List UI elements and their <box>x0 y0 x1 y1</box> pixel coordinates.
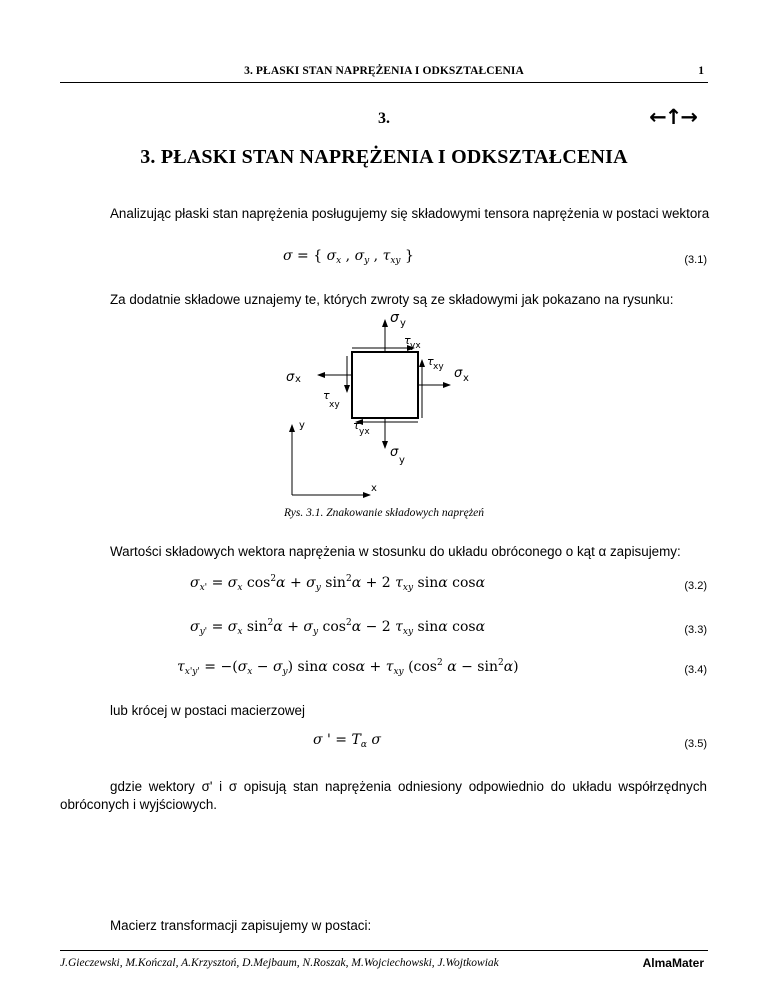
label-sigma-y-top: σ <box>390 310 399 326</box>
label-tau-yx-top: τ <box>404 334 411 347</box>
label-tau-xy-left-sub: xy <box>329 400 340 410</box>
paragraph-vectors-line1: gdzie wektory σ' i σ opisują stan naprężenia odniesiony odpowiednio do układu współrzędnych <box>110 779 707 794</box>
equation-number-3-3: (3.3) <box>684 624 707 636</box>
up-arrow-icon[interactable]: ↑ <box>664 105 681 129</box>
equation-number-3-1: (3.1) <box>684 254 707 266</box>
paragraph-sign-convention: Za dodatnie składowe uznajemy te, których zwroty są ze składowymi jak pokazano na rysunku: <box>110 292 674 307</box>
equation-3-4: $\tau_{x'y'} = -(\sigma_x - \sigma_y)$ sinα $\cos\alpha + \tau_{xy}$ ($\cos^2$ $\alpha - \sin^2\alpha$) <box>177 658 519 677</box>
paragraph-transformation-matrix: Macierz transformacji zapisujemy w postaci: <box>110 918 372 933</box>
running-header <box>60 58 708 83</box>
figure-caption: Rys. 3.1. Znakowanie składowych naprężeń <box>283 507 485 519</box>
element-square <box>352 352 418 418</box>
equation-3-5: σ ' = $T_\alpha$ σ <box>313 732 381 750</box>
label-tau-xy-right: τ <box>427 355 434 368</box>
equation-number-3-2: (3.2) <box>684 580 707 592</box>
prev-arrow-icon[interactable]: ← <box>649 105 665 129</box>
paragraph-rotated-components: Wartości składowych wektora naprężenia w stosunku do układu obróconego o kąt α zapisujemy: <box>110 544 681 559</box>
label-sigma-y-bottom-sub: y <box>399 455 405 466</box>
label-tau-yx-bottom: τ <box>353 419 360 432</box>
label-tau-yx-top-sub: yx <box>410 341 421 351</box>
chapter-title: 3. PŁASKI STAN NAPRĘŻENIA I ODKSZTAŁCENIA <box>140 146 628 168</box>
chapter-number: 3. <box>378 110 390 127</box>
label-sigma-y-top-sub: y <box>400 318 406 329</box>
next-arrow-icon[interactable]: → <box>680 105 696 129</box>
paragraph-intro: Analizując płaski stan naprężenia posługujemy się składowymi tensora naprężenia w postaci wektora <box>110 206 710 221</box>
label-tau-xy-right-sub: xy <box>433 362 444 372</box>
paragraph-matrix-form: lub krócej w postaci macierzowej <box>110 703 305 718</box>
footer-authors: J.Gieczewski, M.Kończal, A.Krzysztoń, D.Mejbaum, N.Roszak, M.Wojciechowski, J.Wojtkowiak <box>60 957 499 969</box>
equation-number-3-4: (3.4) <box>684 664 707 676</box>
page-footer <box>60 950 708 981</box>
label-tau-yx-bottom-sub: yx <box>359 427 370 437</box>
page-number: 1 <box>698 65 704 77</box>
label-sigma-x-left-sub: x <box>295 374 301 385</box>
label-sigma-x-left: σ <box>286 370 295 385</box>
equation-3-2: $\sigma_{x'} = \sigma_x$ $\cos^2\alpha + \sigma_y$ $\sin^2\alpha + 2$ $\tau_{xy}$ sinα cosα <box>190 574 486 593</box>
label-tau-xy-left: τ <box>323 389 330 402</box>
equation-3-1: σ = { $\sigma_x$ , $\sigma_y$ , $\tau_{xy}$ } <box>283 248 414 266</box>
navigation-arrows <box>649 105 696 129</box>
equation-3-3: $\sigma_{y'} = \sigma_x$ $\sin^2\alpha + \sigma_y$ $\cos^2\alpha - 2$ $\tau_{xy}$ sinα cosα <box>190 618 486 637</box>
label-sigma-x-right-sub: x <box>463 373 469 384</box>
label-sigma-x-right: σ <box>454 366 463 381</box>
label-axis-x: x <box>371 483 377 494</box>
footer-brand: AlmaMater <box>642 956 704 970</box>
stress-components-figure <box>270 308 510 504</box>
equation-number-3-5: (3.5) <box>684 738 707 750</box>
paragraph-vectors-line2: obróconych i wyjściowych. <box>60 797 218 812</box>
header-title: 3. PŁASKI STAN NAPRĘŻENIA I ODKSZTAŁCENIA <box>244 65 524 77</box>
label-sigma-y-bottom: σ <box>390 445 399 460</box>
label-axis-y: y <box>299 420 305 431</box>
